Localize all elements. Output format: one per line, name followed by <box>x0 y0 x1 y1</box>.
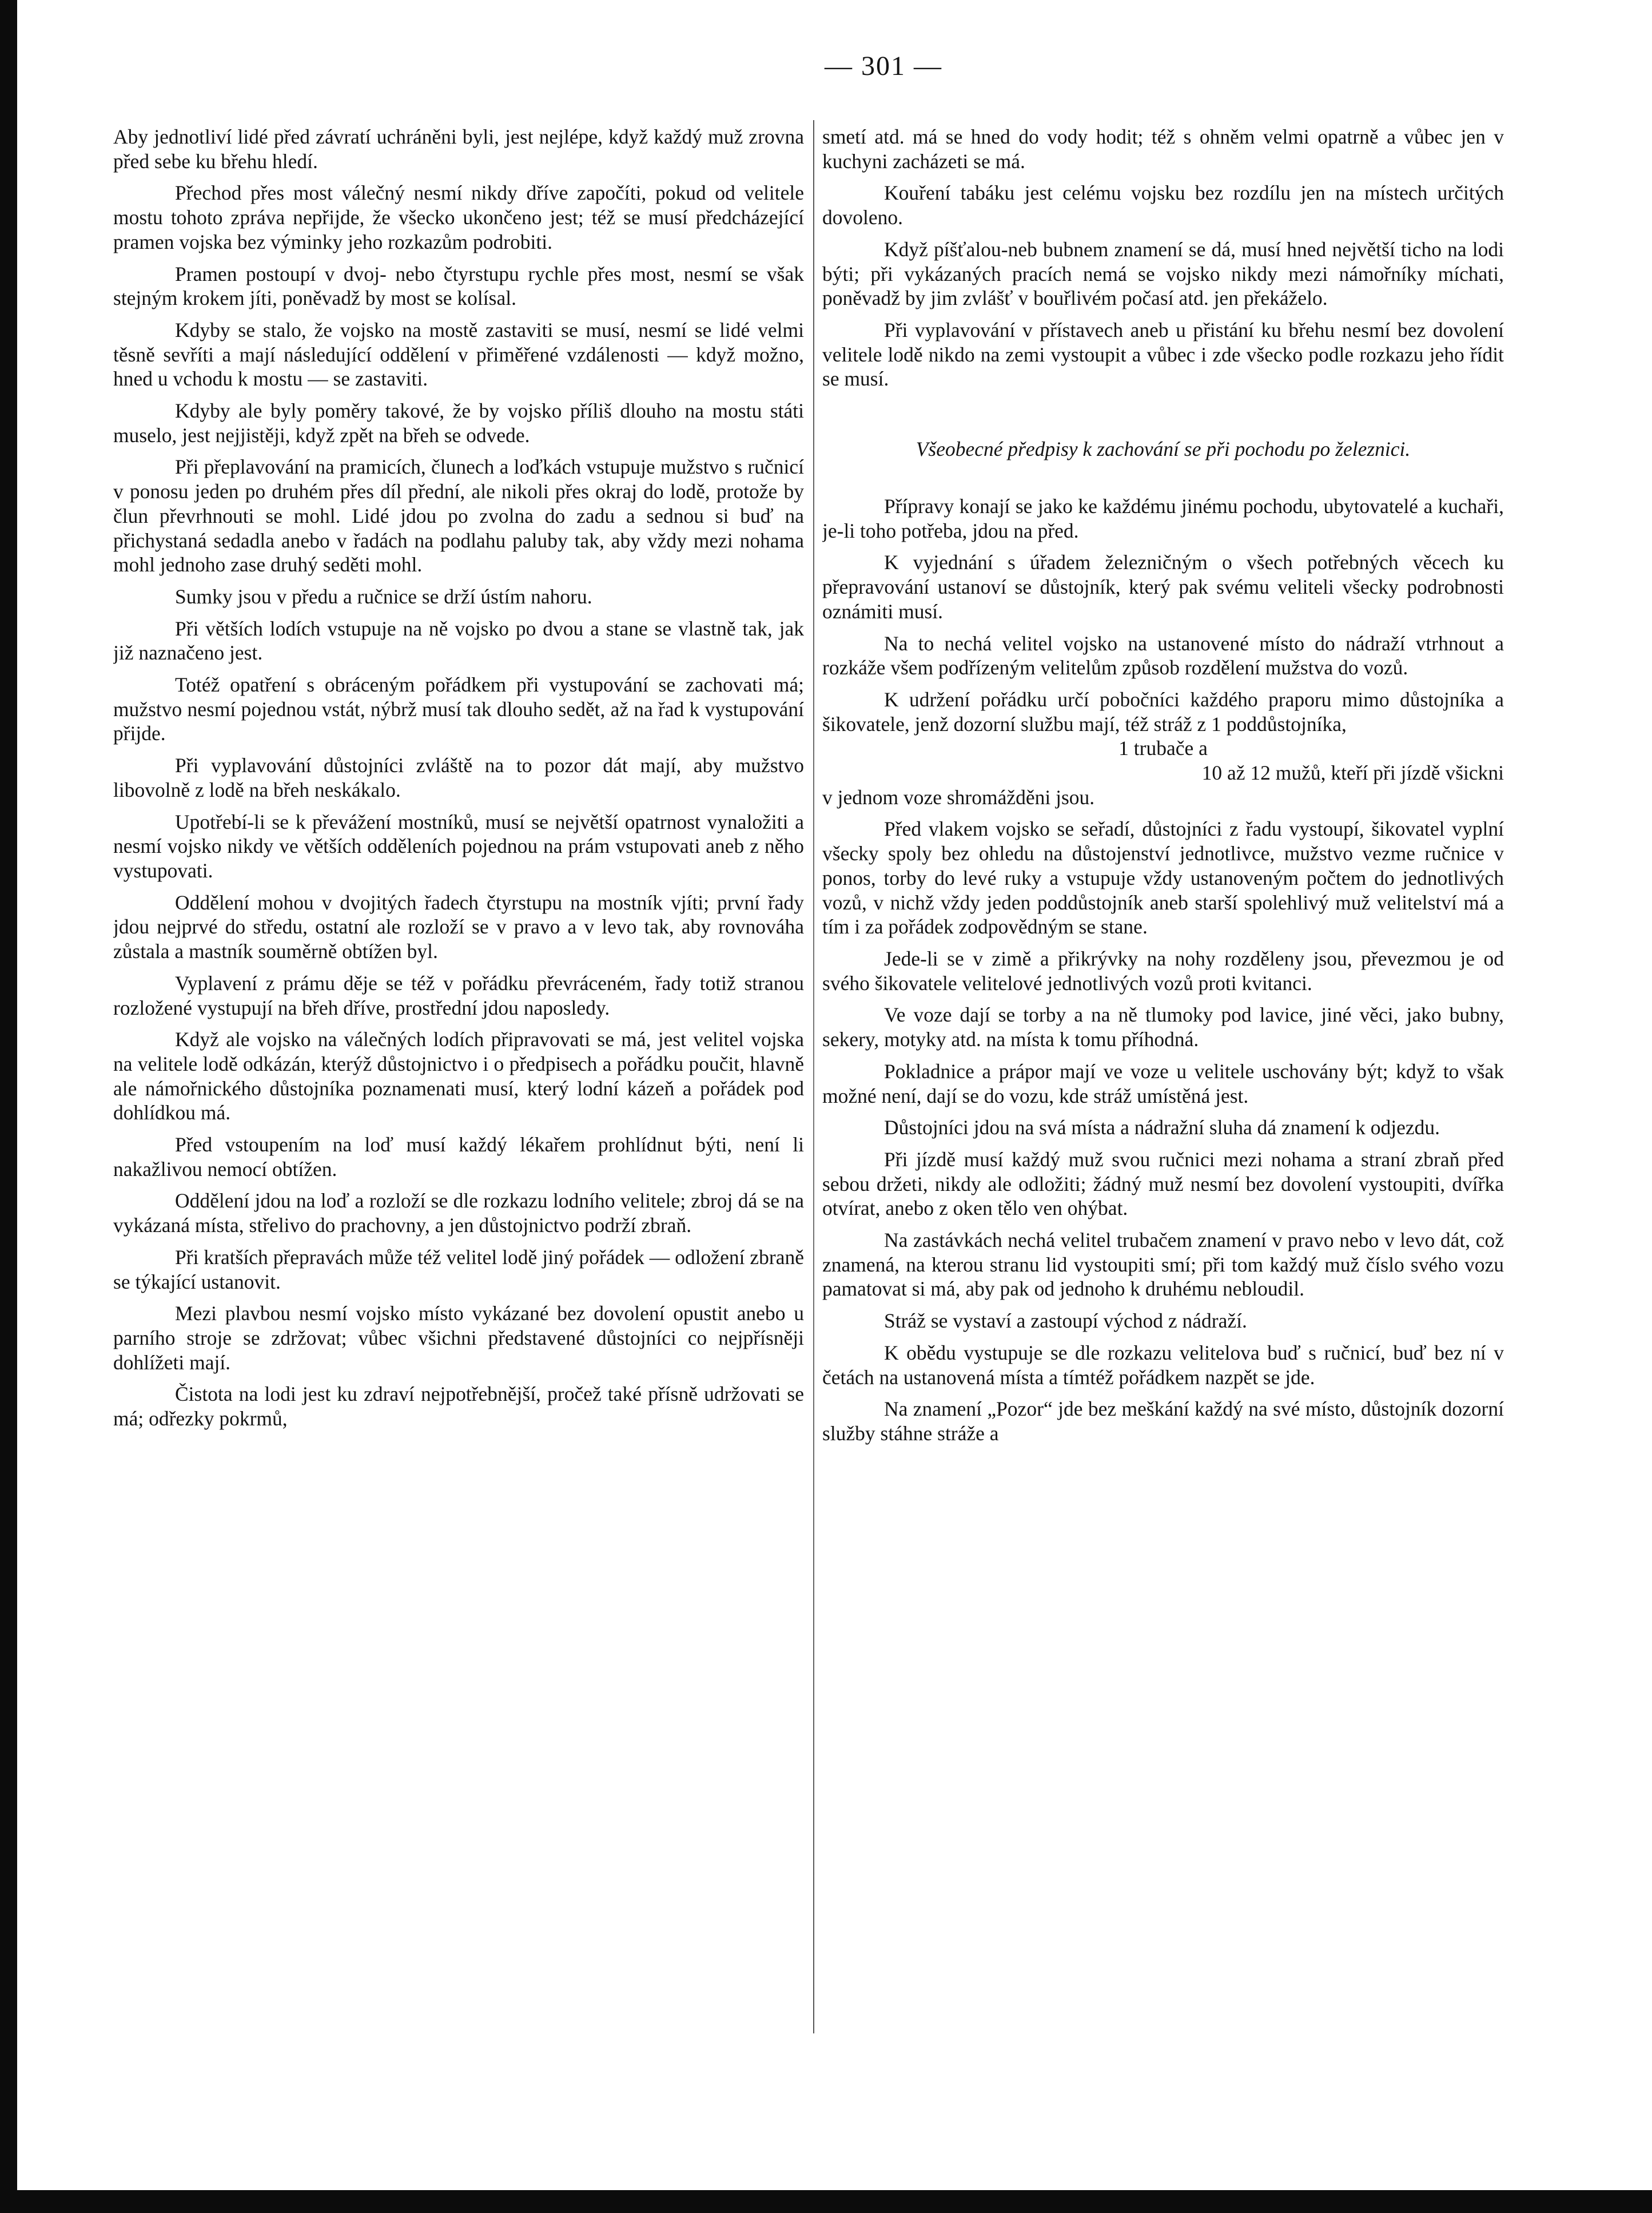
section-heading: Všeobecné předpisy k zachování se při pochodu po železnici. <box>915 438 1411 461</box>
paragraph: Při vyplavování v přístavech aneb u přistání ku břehu nesmí bez dovolení velitele lodě nikdo na zemi vystoupit a vůbec i zde všecko podle rozkazu jeho řídit se musí. <box>822 318 1504 391</box>
paragraph: smetí atd. má se hned do vody hodit; též s ohněm velmi opatrně a vůbec jen v kuchyni zacházeti se má. <box>822 125 1504 173</box>
paragraph: Při kratších přepravách může též velitel lodě jiný pořádek — odložení zbraně se týkající ustanovit. <box>113 1245 804 1293</box>
paragraph: Na to nechá velitel vojsko na ustanovené místo do nádraží vtrhnout a rozkáže všem podřízeným velitelům způsob rozdělení mužstva do vozů. <box>822 631 1504 680</box>
paragraph: Vyplavení z prámu děje se též v pořádku převráceném, řady totiž stranou rozložené vystupují na břeh dříve, prostřední jdou naposledy. <box>113 971 804 1019</box>
scan-left-edge <box>0 0 17 2213</box>
paragraph: Stráž se vystaví a zastoupí východ z nádraží. <box>884 1309 1247 1333</box>
paragraph: Pokladnice a prápor mají ve voze u velitele uschovány být; když to však možné není, dají se do vozu, kde stráž umístěná jest. <box>822 1059 1504 1107</box>
paragraph: Čistota na lodi jest ku zdraví nejpotřebnější, pročež také přísně udržovati se má; odřezky pokrmů, <box>113 1382 804 1431</box>
paragraph: Sumky jsou v předu a ručnice se drží ústím nahoru. <box>175 585 592 608</box>
paragraph: Oddělení jdou na loď a rozloží se dle rozkazu lodního velitele; zbroj dá se na vykázaná místa, střelivo do prachovny, a jen důstojnictvo podrží zbraň. <box>113 1189 804 1237</box>
paragraph: v jednom voze shromážděni jsou. <box>822 785 1095 809</box>
guard-line: 1 trubače a <box>1118 737 1208 760</box>
paragraph: Pramen postoupí v dvoj- nebo čtyrstupu rychle přes most, nesmí se však stejným krokem jíti, poněvadž by most se kolísal. <box>113 262 804 310</box>
right-column <box>822 125 1504 2161</box>
paragraph: Když ale vojsko na válečných lodích připravovati se má, jest velitel vojska na velitele lodě odkázán, kterýž důstojnictvo i o předpisech a pořádku poučit, hlavně ale námořnického důstojníka poznamenati musí, který lodní kázeň a pořádek pod dohlídkou má. <box>113 1028 804 1125</box>
paragraph: Při jízdě musí každý muž svou ručnici mezi nohama a straní zbraň před sebou držeti, nikdy ale odložiti; žádný muž nesmí bez dovolení vystoupiti, dvířka otvírat, anebo z oken tělo ven ohýbat. <box>822 1147 1504 1220</box>
paragraph: Oddělení mohou v dvojitých řadech čtyrstupu na mostník vjíti; první řady jdou nejprvé do středu, ostatní ale rozloží se v pravo a v levo tak, aby rovnováha zůstala a mastník souměrně obtížen byl. <box>113 891 804 963</box>
scan-bottom-edge <box>0 2190 1652 2213</box>
paragraph: K obědu vystupuje se dle rozkazu velitelova buď s ručnicí, buď bez ní v četách na ustanovená místa a tímtéž pořádkem nazpět se jde. <box>822 1341 1504 1389</box>
paragraph: Když píšťalou-neb bubnem znamení se dá, musí hned největší ticho na lodi býti; při vykázaných pracích nemá se vojsko nikdy mezi námořníky míchati, poněvadž by jim zvlášť v bouřlivém počasí atd. jen překáželo. <box>822 237 1504 310</box>
paragraph: Přechod přes most válečný nesmí nikdy dříve započíti, pokud od velitele mostu tohoto zpráva nepřijde, že všecko ukončeno jest; též se musí předcházející pramen vojska bez výminky jeho rozkazům podrobiti. <box>113 181 804 253</box>
paragraph: Aby jednotliví lidé před závratí uchráněni byli, jest nejlépe, když každý muž zrovna před sebe ku břehu hledí. <box>113 125 804 173</box>
paragraph: Přípravy konají se jako ke každému jinému pochodu, ubytovatelé a kuchaři, je-li toho potřeba, jdou na před. <box>822 495 1504 542</box>
paragraph: Důstojníci jdou na svá místa a nádražní sluha dá znamení k odjezdu. <box>884 1116 1440 1139</box>
paragraph: Na zastávkách nechá velitel trubačem znamení v pravo nebo v levo dát, což znamená, na kterou stranu lid vystoupiti smí; při tom každý muž číslo svého vozu pamatovat si má, aby pak od jednoho k druhému nebloudil. <box>822 1229 1504 1301</box>
column-divider <box>813 120 814 2033</box>
paragraph: Na znamení „Pozor“ jde bez meškání každý na své místo, důstojník dozorní služby stáhne stráže a <box>822 1397 1504 1445</box>
paragraph: Před vstoupením na loď musí každý lékařem prohlídnut býti, není li nakažlivou nemocí obtížen. <box>113 1133 804 1181</box>
paragraph: Při přeplavování na pramicích, člunech a loďkách vstupuje mužstvo s ručnicí v ponosu jeden po druhém přes díl přední, ale nikoli přes okraj do lodě, protože by člun převrhnouti se mohl. Lidé jdou po zvolna do zadu a sednou si buď na přichystaná sedadla anebo v řadách na podlahu paluby tak, aby vždy mezi nohama mohl jednoho zase druhý seděti mohl. <box>113 455 804 577</box>
paragraph: Při větších lodích vstupuje na ně vojsko po dvou a stane se vlastně tak, jak již naznačeno jest. <box>113 617 804 665</box>
paragraph: Jede-li se v zimě a přikrývky na nohy rozděleny jsou, převezmou je od svého šikovatele velitelové jednotlivých vozů proti kvitanci. <box>822 947 1504 995</box>
page-number: — 301 — <box>825 51 942 81</box>
paragraph: Mezi plavbou nesmí vojsko místo vykázané bez dovolení opustit anebo u parního stroje se zdržovat; vůbec všichni představené důstojníci co nejpřísněji dohlížeti mají. <box>113 1302 804 1374</box>
paragraph: Kdyby se stalo, že vojsko na mostě zastaviti se musí, nesmí se lidé velmi těsně sevříti a mají následující oddělení v přiměřené vzdálenosti — když možno, hned u vchodu k mostu — se zastaviti. <box>113 318 804 391</box>
paragraph: Kdyby ale byly poměry takové, že by vojsko příliš dlouho na mostu státi muselo, jest nejjistěji, když zpět na břeh se odvede. <box>113 399 804 447</box>
paragraph: Kouření tabáku jest celému vojsku bez rozdílu jen na místech určitých dovoleno. <box>822 181 1504 229</box>
paragraph: Ve voze dají se torby a na ně tlumoky pod lavice, jiné věci, jako bubny, sekery, motyky atd. na místa k tomu příhodná. <box>822 1003 1504 1051</box>
paragraph: Upotřebí-li se k převážení mostníků, musí se největší opatrnost vynaložiti a nesmí vojsko nikdy ve větších odděleních pojednou na prám vstupovati aneb z něho vystupovati. <box>113 810 804 882</box>
paragraph: K udržení pořádku určí pobočníci každého praporu mimo důstojníka a šikovatele, jenž dozorní službu mají, též stráž z 1 poddůstojníka, <box>822 688 1504 736</box>
paragraph: Při vyplavování důstojníci zvláště na to pozor dát mají, aby mužstvo libovolně z lodě na břeh neskákalo. <box>113 754 804 801</box>
paragraph: K vyjednání s úřadem železničným o všech potřebných věcech ku přepravování ustanoví se důstojník, který pak svému veliteli všecky podrobnosti oznámiti musí. <box>822 551 1504 623</box>
paragraph: Totéž opatření s obráceným pořádkem při vystupování se zachovati má; mužstvo nesmí pojednou vstát, nýbrž musí tak dlouho sedět, až na řad k vystupování přijde. <box>113 673 804 745</box>
guard-line: 10 až 12 mužů, kteří při jízdě všickni <box>1201 761 1504 785</box>
left-column <box>113 125 804 2161</box>
paragraph: Před vlakem vojsko se seřadí, důstojníci z řadu vystoupí, šikovatel vyplní všecky spoly bez ohledu na důstojenství jednotlivce, mužstvo vezme ručnice v ponos, torby do levé ruky a vstupuje vždy ustanoveným počtem do jednotlivých vozů, v nichž vždy jeden poddůstojník aneb starší spolehlivý muž velitelství má a tím i za pořádek zodpovědným se stane. <box>822 817 1504 939</box>
